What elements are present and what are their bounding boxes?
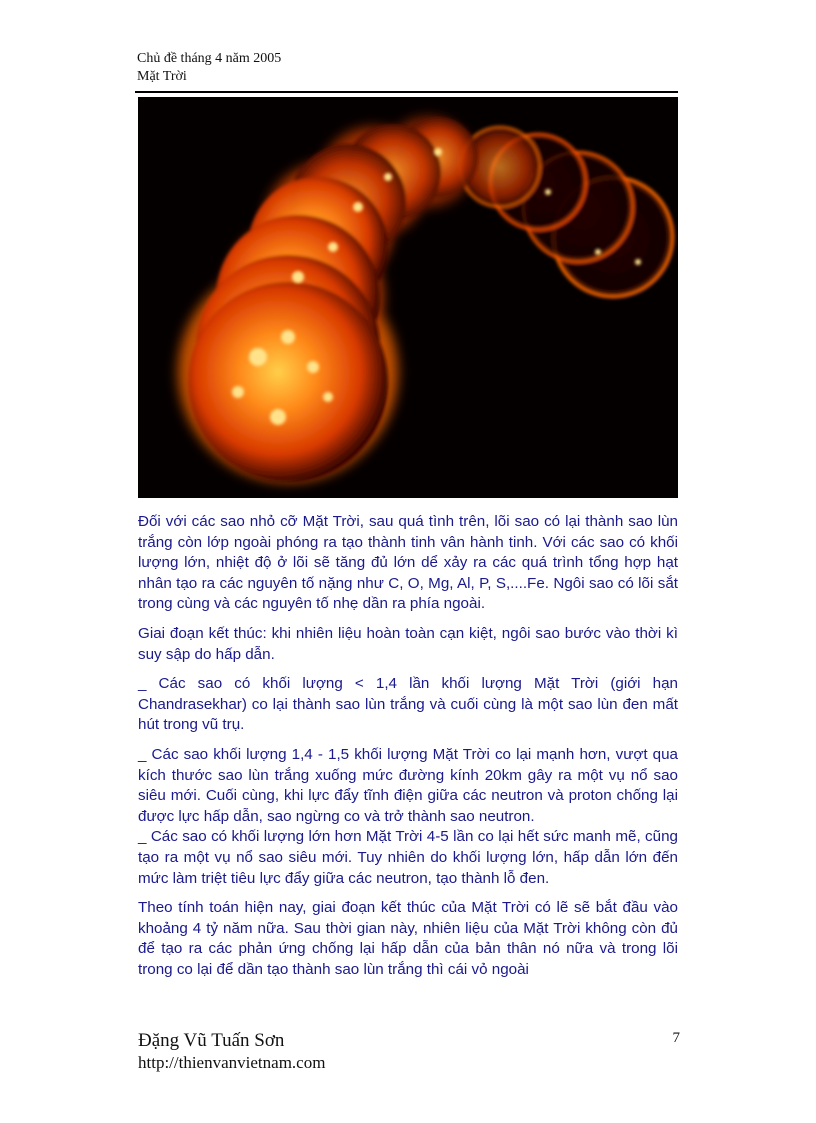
paragraph: Giai đoạn kết thúc: khi nhiên liệu hoàn toàn cạn kiệt, ngôi sao bước vào thời kì suy sập do hấp dẫn.	[138, 624, 678, 663]
header-subject: Mặt Trời	[137, 69, 187, 84]
solar-cycle-composite-image	[138, 97, 678, 498]
solar-cycle-image	[138, 97, 678, 498]
paragraph: _ Các sao khối lượng 1,4 - 1,5 khối lượng Mặt Trời co lại mạnh hơn, vượt qua kích thước sao lùn trắng xuống mức đường kính 20km gây ra một vụ nổ sao siêu mới. Cuối cùng, khi lực đẩy tĩnh điện giữa các neutron và proton chống lại được lực hấp dẫn, sao ngừng co và trở thành sao neutron.	[138, 745, 678, 825]
page-footer	[138, 1030, 680, 1074]
paragraph: _ Các sao có khối lượng lớn hơn Mặt Trời 4-5 lần co lại hết sức manh mẽ, cũng tạo ra một vụ nổ sao siêu mới. Tuy nhiên do khối lượng lớn, hấp dẫn lớn đến mức làm triệt tiêu lực đẩy giữa các neutron, tạo thành lỗ đen.	[138, 828, 678, 887]
page-number: 7	[672, 1030, 680, 1046]
header-topic: Chủ đề tháng 4 năm 2005	[137, 51, 282, 66]
website-url: http://thienvanvietnam.com	[138, 1053, 326, 1072]
paragraph: Theo tính toán hiện nay, giai đoạn kết thúc của Mặt Trời có lẽ sẽ bắt đầu vào khoảng 4 tỷ năm nữa. Sau thời gian này, nhiên liệu của Mặt Trời không còn đủ để tạo ra các phản ứng chống lại hấp dẫn của bản thân nó nữa và trong lõi trong co lại để dần tạo thành sao lùn trắng thì cái vỏ ngoài	[138, 899, 678, 978]
body-text	[138, 512, 678, 989]
page-header	[137, 50, 677, 86]
author-name: Đặng Vũ Tuấn Sơn	[138, 1030, 285, 1051]
header-divider	[135, 91, 678, 93]
paragraph: Đối với các sao nhỏ cỡ Mặt Trời, sau quá tình trên, lõi sao có lại thành sao lùn trắng còn lớp ngoài phóng ra tạo thành tinh vân hành tinh. Với các sao có khối lượng lớn, nhiệt độ ở lõi sẽ tăng đủ lớn dể xảy ra các quá trình tổng hợp hạt nhân tạo ra các nguyên tố nặng như C, O, Mg, Al, P, S,....Fe. Ngôi sao có lõi sắt trong cùng và các nguyên tố nhẹ dần ra phía ngoài.	[138, 513, 678, 613]
paragraph: _ Các sao có khối lượng < 1,4 lần khối lượng Mặt Trời (giới hạn Chandrasekhar) co lại thành sao lùn trắng và cuối cùng là một sao lùn đen mất hút trong vũ trụ.	[138, 675, 678, 734]
